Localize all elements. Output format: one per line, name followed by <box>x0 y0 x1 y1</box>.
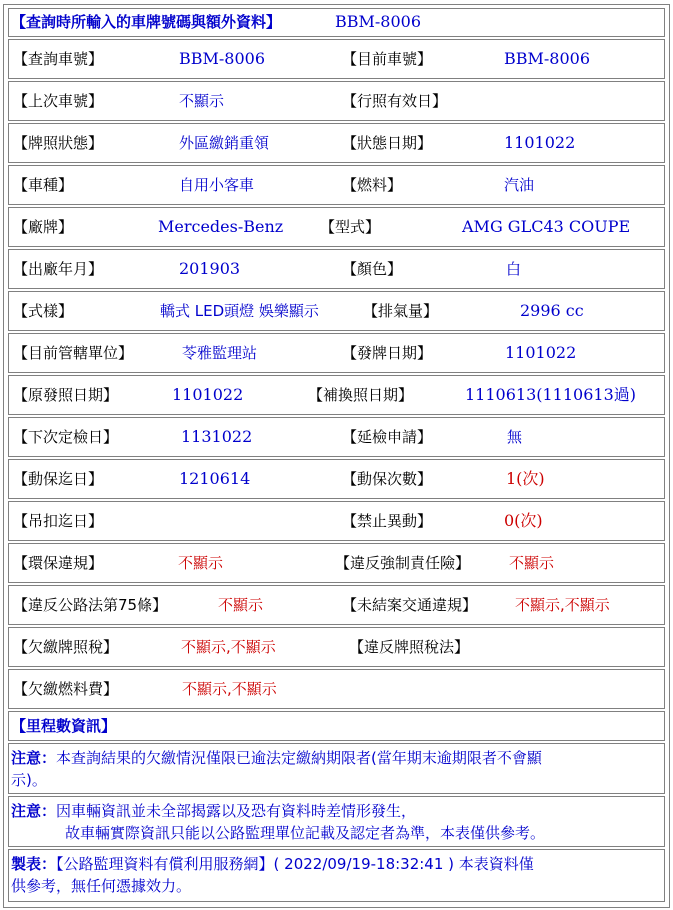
row-highway-act-violation <box>8 585 665 625</box>
label-jurisdiction: 【目前管轄單位】 <box>13 344 134 362</box>
label-transfer-ban: 【禁止異動】 <box>342 512 433 530</box>
label-environmental-violation: 【環保違規】 <box>13 554 104 572</box>
value-brand: Mercedes-Benz <box>158 217 284 236</box>
label-suspension-expiry: 【吊扣迄日】 <box>13 512 104 530</box>
value-transfer-ban: 0(次) <box>504 511 543 530</box>
note-1-text-cont: 示)。 <box>11 771 47 789</box>
label-replacement-date: 【補換照日期】 <box>308 386 414 404</box>
note-1-label: 注意： <box>11 749 57 767</box>
label-model: 【型式】 <box>320 218 381 236</box>
row-previous-plate <box>8 81 665 121</box>
label-current-plate: 【目前車號】 <box>342 50 433 68</box>
label-inspection-extension: 【延檢申請】 <box>342 428 433 446</box>
row-original-license-date <box>8 375 665 415</box>
note-2-label: 注意： <box>11 802 57 820</box>
row-plate-status <box>8 123 665 163</box>
label-plate-status: 【牌照狀態】 <box>13 134 104 152</box>
note-3-text: 本表資料僅 <box>458 855 534 873</box>
value-style: 轎式 LED頭燈 娛樂顯示 <box>160 302 319 320</box>
value-highway-act-violation: 不顯示 <box>218 596 264 614</box>
note-1 <box>8 743 665 794</box>
label-manufacture-date: 【出廠年月】 <box>13 260 104 278</box>
note-1-text: 本查詢結果的欠繳情況僅限已逾法定繳納期限者(當年期末逾期限者不會顯 <box>56 749 542 767</box>
value-query-plate: BBM-8006 <box>179 49 266 68</box>
label-license-tax-arrears: 【欠繳牌照稅】 <box>13 638 119 656</box>
value-replacement-date: 1110613(1110613過) <box>465 385 637 404</box>
row-style <box>8 291 665 331</box>
label-highway-act-violation: 【違反公路法第75條】 <box>13 596 168 614</box>
row-plate-query <box>8 39 665 79</box>
label-brand: 【廠牌】 <box>13 218 74 236</box>
value-displacement: 2996 cc <box>520 301 584 320</box>
value-fuel: 汽油 <box>504 176 535 194</box>
value-jurisdiction: 苓雅監理站 <box>182 344 258 362</box>
service-name-link[interactable]: 【公路監理資料有償利用服務網】 <box>56 855 274 873</box>
header-plate: BBM-8006 <box>335 12 422 31</box>
label-pending-traffic-violation: 【未結案交通違規】 <box>342 596 478 614</box>
note-2 <box>8 796 665 847</box>
label-license-valid-date: 【行照有效日】 <box>342 92 448 110</box>
row-lien-expiry <box>8 459 665 499</box>
label-license-tax-violation: 【違反牌照稅法】 <box>349 638 470 656</box>
label-fuel: 【燃料】 <box>342 176 403 194</box>
value-insurance-violation: 不顯示 <box>509 554 555 572</box>
label-fuel-fee-arrears: 【欠繳燃料費】 <box>13 680 119 698</box>
label-previous-plate: 【上次車號】 <box>13 92 104 110</box>
label-issue-date: 【發牌日期】 <box>342 344 433 362</box>
value-next-inspection: 1131022 <box>181 427 253 446</box>
value-license-tax-arrears: 不顯示,不顯示 <box>181 638 276 656</box>
value-model: AMG GLC43 COUPE <box>462 217 631 236</box>
label-status-date: 【狀態日期】 <box>342 134 433 152</box>
value-manufacture-date: 201903 <box>179 259 241 278</box>
row-brand <box>8 207 665 247</box>
label-displacement: 【排氣量】 <box>363 302 439 320</box>
row-manufacture-date <box>8 249 665 289</box>
note-2-text-cont: 故車輛實際資訊只能以公路監理單位記載及認定者為準，本表僅供參考。 <box>65 824 546 842</box>
label-color: 【顏色】 <box>342 260 403 278</box>
value-pending-traffic-violation: 不顯示,不顯示 <box>515 596 610 614</box>
label-lien-count: 【動保次數】 <box>342 470 433 488</box>
mileage-title: 【里程數資訊】 <box>11 717 117 735</box>
value-status-date: 1101022 <box>504 133 576 152</box>
label-insurance-violation: 【違反強制責任險】 <box>335 554 471 572</box>
value-previous-plate: 不顯示 <box>179 92 225 110</box>
header-title: 【查詢時所輸入的車牌號碼與額外資料】 <box>11 13 282 31</box>
value-lien-count: 1(次) <box>506 469 545 488</box>
row-fuel-fee-arrears <box>8 669 665 709</box>
row-suspension-expiry <box>8 501 665 541</box>
value-fuel-fee-arrears: 不顯示,不顯示 <box>182 680 277 698</box>
label-style: 【式樣】 <box>13 302 74 320</box>
mileage-section <box>8 711 665 741</box>
note-3-label: 製表： <box>11 855 57 873</box>
report-timestamp: ( 2022/09/19-18:32:41 ) <box>273 855 455 873</box>
row-vehicle-type <box>8 165 665 205</box>
note-3 <box>8 849 665 902</box>
row-jurisdiction <box>8 333 665 373</box>
label-vehicle-type: 【車種】 <box>13 176 74 194</box>
value-vehicle-type: 自用小客車 <box>179 176 255 194</box>
label-query-plate: 【查詢車號】 <box>13 50 104 68</box>
value-plate-status: 外區繳銷重領 <box>179 134 270 152</box>
label-original-license-date: 【原發照日期】 <box>13 386 119 404</box>
value-lien-expiry: 1210614 <box>179 469 251 488</box>
note-2-text: 因車輛資訊並未全部揭露以及恐有資料時差情形發生， <box>56 802 417 820</box>
row-environmental-violation <box>8 543 665 583</box>
row-license-tax-arrears <box>8 627 665 667</box>
row-next-inspection <box>8 417 665 457</box>
value-color: 白 <box>506 260 522 278</box>
value-current-plate: BBM-8006 <box>504 49 591 68</box>
label-next-inspection: 【下次定檢日】 <box>13 428 119 446</box>
label-lien-expiry: 【動保迄日】 <box>13 470 104 488</box>
value-environmental-violation: 不顯示 <box>178 554 224 572</box>
value-inspection-extension: 無 <box>507 428 523 446</box>
header-row <box>8 8 665 37</box>
note-3-text-cont: 供參考，無任何憑據效力。 <box>11 877 192 895</box>
value-issue-date: 1101022 <box>505 343 577 362</box>
value-original-license-date: 1101022 <box>172 385 244 404</box>
